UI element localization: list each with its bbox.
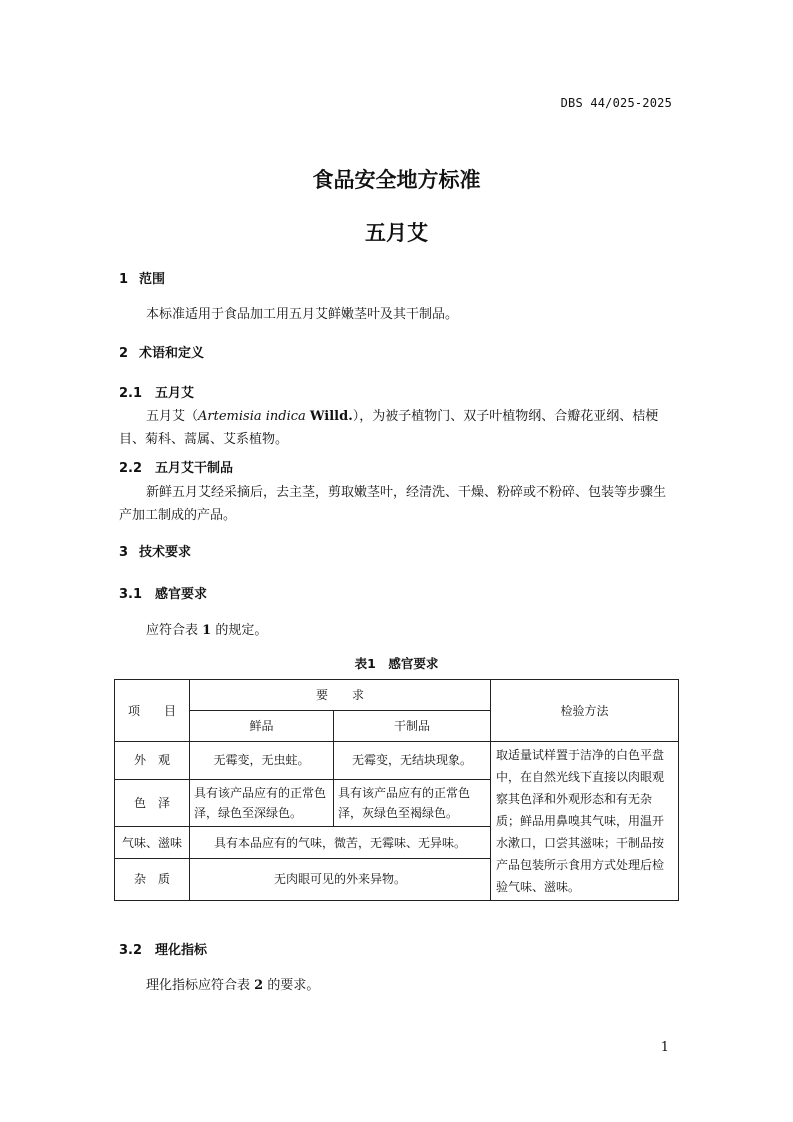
inspection-method: 取适量试样置于洁净的白色平盘中，在自然光线下直接以肉眼观察其色泽和外观形态和有无杂质；鲜品用鼻嗅其气味，用温开水漱口，口尝其滋味；干制品按产品包装所示食用方式处理后检验气味、滋味。 [491, 742, 679, 901]
body-text: 的要求。 [267, 978, 320, 993]
body-text: 的规定。 [215, 623, 268, 638]
section-2-2-body: 新鲜五月艾经采摘后，去主茎，剪取嫩茎叶，经清洗、干燥、粉碎或不粉碎、包装等步骤生产加工制成的产品。 [119, 485, 667, 523]
row-dried: 具有该产品应有的正常色泽，灰绿色至褐绿色。 [334, 779, 491, 826]
body-text: ），为被子植物门、双子叶植物纲、合瓣花亚纲、桔梗目、菊科、蒿属、艾系植物。 [119, 409, 659, 447]
sensory-requirements-table [114, 679, 679, 901]
section-title: 感官要求 [155, 587, 208, 602]
section-title: 技术要求 [139, 545, 192, 560]
row-item: 外 观 [115, 742, 190, 780]
section-2-heading [119, 342, 204, 361]
section-title: 范围 [139, 272, 166, 287]
section-3-2-heading [119, 939, 207, 958]
section-3-1-heading [119, 583, 207, 602]
row-item: 色 泽 [115, 779, 190, 826]
header-fresh: 鲜品 [190, 711, 334, 742]
section-number: 2 [119, 346, 129, 361]
section-3-1-body [119, 619, 675, 642]
table-reference: 1 [202, 623, 212, 638]
section-title: 术语和定义 [139, 346, 205, 361]
section-number: 3 [119, 545, 129, 560]
table-row [115, 742, 679, 780]
section-number: 2.1 [119, 386, 143, 401]
row-item: 杂 质 [115, 858, 190, 900]
row-item: 气味、滋味 [115, 827, 190, 859]
section-title: 五月艾干制品 [155, 461, 234, 476]
row-dried: 无霉变，无结块现象。 [334, 742, 491, 780]
header-method: 检验方法 [491, 680, 679, 742]
document-subtitle: 五月艾 [365, 221, 428, 245]
section-number: 2.2 [119, 461, 143, 476]
header-item: 项 目 [115, 680, 190, 742]
author-name: Willd. [309, 409, 353, 424]
document-title: 食品安全地方标准 [312, 168, 481, 192]
table-reference: 2 [254, 978, 264, 993]
body-text: 五月艾（ [146, 409, 199, 424]
row-merged: 具有本品应有的气味，微苦，无霉味、无异味。 [190, 827, 491, 859]
row-fresh: 无霉变，无虫蛀。 [190, 742, 334, 780]
section-number: 3.2 [119, 943, 143, 958]
latin-name: Artemisia indica [198, 409, 306, 424]
page-number: 1 [660, 1040, 669, 1055]
section-3-heading [119, 541, 191, 560]
table-1-caption: 表1 感官要求 [354, 656, 439, 671]
section-title: 理化指标 [155, 943, 208, 958]
header-requirement: 要 求 [190, 680, 491, 711]
section-title: 五月艾 [155, 386, 195, 401]
section-1-body: 本标准适用于食品加工用五月艾鲜嫩茎叶及其干制品。 [146, 307, 459, 322]
section-number: 1 [119, 272, 129, 287]
section-2-1-body [119, 405, 675, 451]
section-1-heading [119, 268, 165, 287]
section-number: 3.1 [119, 587, 143, 602]
section-3-2-body [119, 974, 675, 997]
section-2-2-heading [119, 457, 233, 476]
row-fresh: 具有该产品应有的正常色泽，绿色至深绿色。 [190, 779, 334, 826]
body-text: 理化指标应符合表 [146, 978, 251, 993]
body-text: 应符合表 [146, 623, 199, 638]
row-merged: 无肉眼可见的外来异物。 [190, 858, 491, 900]
standard-code: DBS 44/025-2025 [560, 96, 672, 110]
section-2-1-heading [119, 382, 194, 401]
header-dried: 干制品 [334, 711, 491, 742]
